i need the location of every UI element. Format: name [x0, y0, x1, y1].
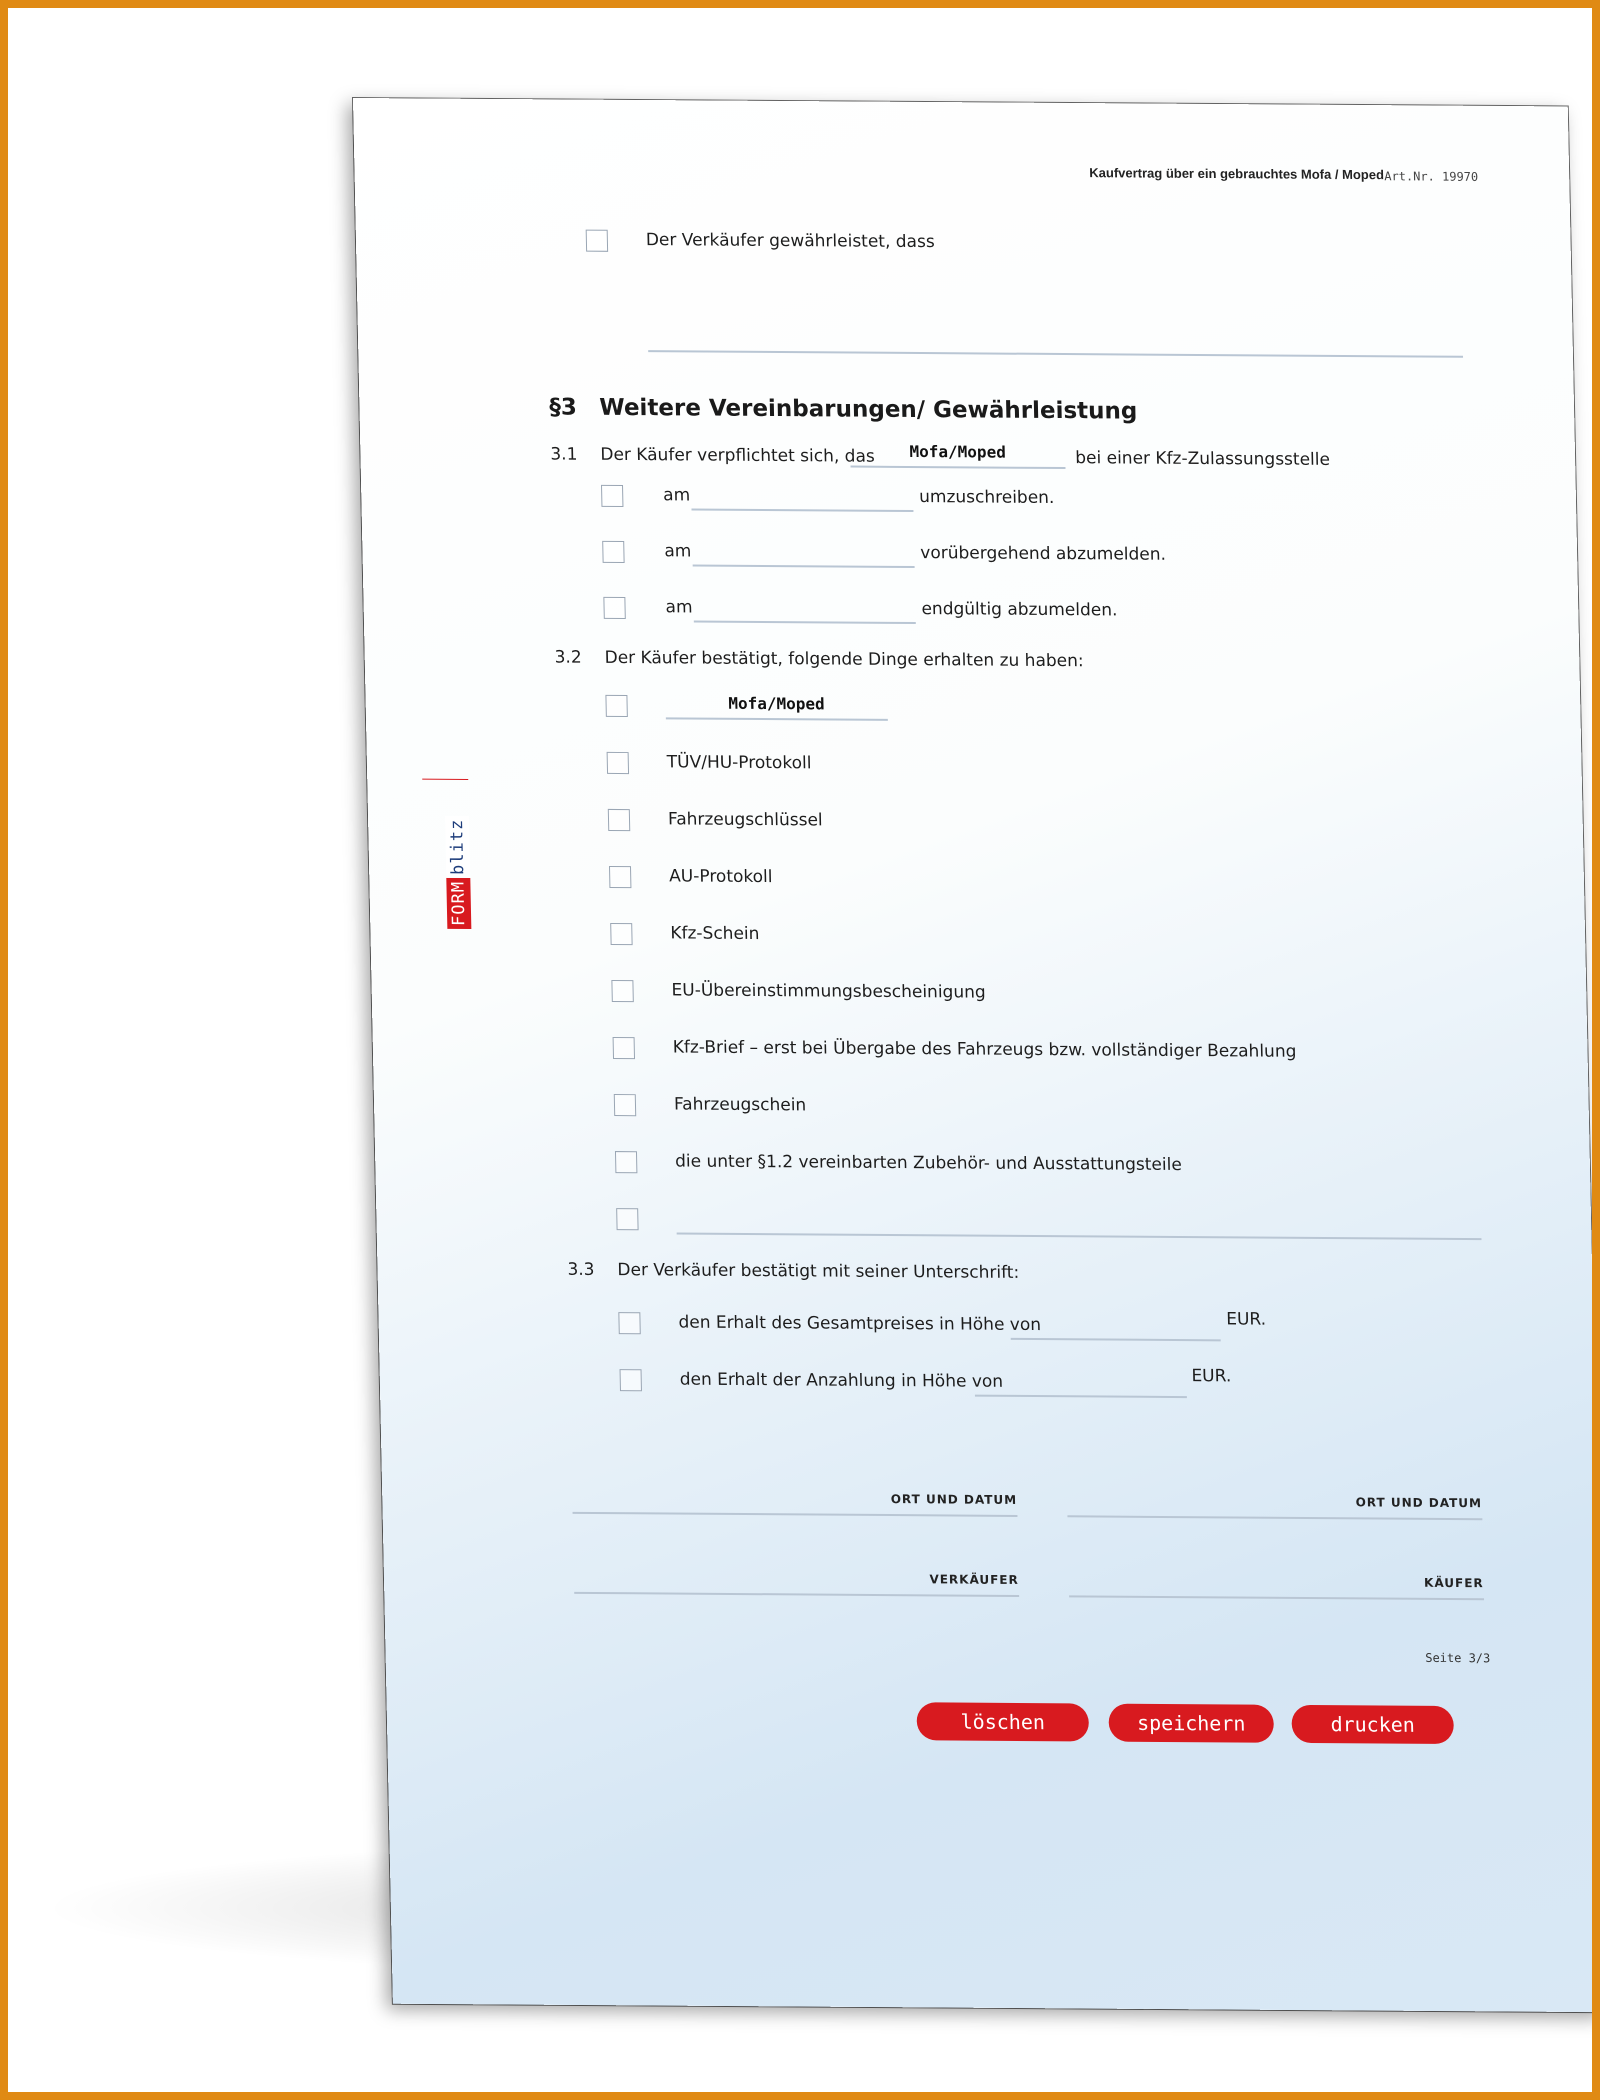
received-item-checkbox[interactable]	[610, 923, 632, 945]
clause-3-3-number: 3.3	[567, 1259, 595, 1280]
section-number: §3	[549, 394, 578, 421]
clause-3-3-text: Der Verkäufer bestätigt mit seiner Unterschrift:	[617, 1260, 1020, 1283]
option-temp-deregister-date-field[interactable]	[693, 564, 915, 568]
total-price-checkbox[interactable]	[618, 1312, 640, 1334]
option-temp-deregister-suffix: vorübergehend abzumelden.	[920, 543, 1167, 565]
logo-form-text: FORM	[446, 878, 471, 929]
received-vehicle-field[interactable]: Mofa/Moped	[728, 693, 825, 714]
received-item-checkbox[interactable]	[609, 866, 631, 888]
received-other-field[interactable]	[677, 1233, 1482, 1241]
section-title: Weitere Vereinbarungen/ Gewährleistung	[599, 394, 1138, 425]
down-payment-unit: EUR.	[1191, 1366, 1232, 1387]
logo-accent-line	[422, 779, 468, 780]
buyer-signature-field[interactable]	[1069, 1595, 1484, 1600]
clause-3-2-number: 3.2	[554, 647, 582, 668]
place-date-seller-label: ORT UND DATUM	[890, 1492, 1018, 1507]
warranty-text: Der Verkäufer gewährleistet, dass	[645, 230, 935, 253]
option-transfer-prefix: am	[662, 485, 691, 506]
received-item-checkbox[interactable]	[611, 980, 633, 1002]
down-payment-checkbox[interactable]	[620, 1369, 642, 1391]
logo-blitz-text: blitz	[445, 816, 470, 878]
place-date-buyer-field[interactable]	[1067, 1515, 1482, 1520]
seller-signature-field[interactable]	[574, 1592, 1019, 1597]
received-item-checkbox[interactable]	[614, 1094, 636, 1116]
option-final-deregister-prefix: am	[665, 597, 693, 618]
warranty-input-line[interactable]	[648, 350, 1463, 358]
clause-3-1-text: Der Käufer verpflichtet sich, das	[600, 444, 875, 467]
received-item-label: EU-Übereinstimmungsbescheinigung	[671, 980, 986, 1003]
received-item-checkbox[interactable]	[615, 1151, 637, 1173]
buyer-signature-label: KÄUFER	[1423, 1575, 1484, 1591]
article-number: Art.Nr. 19970	[1384, 169, 1479, 184]
down-payment-text: den Erhalt der Anzahlung in Höhe von	[679, 1369, 1004, 1392]
received-item-checkbox[interactable]	[607, 752, 629, 774]
total-price-unit: EUR.	[1226, 1309, 1267, 1330]
place-date-buyer-label: ORT UND DATUM	[1355, 1495, 1483, 1511]
clause-3-1-text-after: bei einer Kfz-Zulassungsstelle	[1075, 448, 1331, 470]
vehicle-type-field[interactable]: Mofa/Moped	[909, 441, 1007, 462]
received-item-checkbox[interactable]	[613, 1037, 635, 1059]
option-final-deregister-suffix: endgültig abzumelden.	[921, 599, 1118, 621]
clause-3-2-text: Der Käufer bestätigt, folgende Dinge erhalten zu haben:	[604, 647, 1084, 672]
warranty-checkbox[interactable]	[586, 230, 608, 252]
formblitz-logo	[444, 779, 471, 929]
received-vehicle-line	[666, 717, 888, 721]
received-item-label: AU-Protokoll	[668, 866, 773, 888]
option-transfer-checkbox[interactable]	[601, 485, 623, 507]
seller-signature-label: VERKÄUFER	[929, 1572, 1019, 1587]
option-transfer-date-field[interactable]	[691, 508, 913, 512]
down-payment-amount-field[interactable]	[975, 1395, 1187, 1398]
received-item-label: Kfz-Brief – erst bei Übergabe des Fahrzeugs bzw. vollständiger Bezahlung	[672, 1037, 1297, 1062]
delete-button[interactable]: löschen	[916, 1702, 1089, 1741]
page-number: Seite 3/3	[1425, 1650, 1491, 1666]
option-temp-deregister-prefix: am	[664, 541, 692, 562]
vehicle-type-line	[851, 466, 1066, 470]
option-temp-deregister-checkbox[interactable]	[602, 541, 624, 563]
total-price-text: den Erhalt des Gesamtpreises in Höhe von	[678, 1312, 1042, 1336]
option-final-deregister-date-field[interactable]	[694, 620, 916, 624]
print-button[interactable]: drucken	[1291, 1705, 1454, 1744]
option-final-deregister-checkbox[interactable]	[603, 597, 625, 619]
received-item-label: die unter §1.2 vereinbarten Zubehör- und Ausstattungsteile	[674, 1151, 1183, 1176]
document-page	[353, 98, 1600, 2012]
option-transfer-suffix: umzuschreiben.	[918, 487, 1055, 508]
received-item-label: Fahrzeugschlüssel	[667, 809, 823, 831]
received-item-label: Fahrzeugschein	[673, 1094, 807, 1116]
received-other-checkbox[interactable]	[616, 1208, 638, 1230]
place-date-seller-field[interactable]	[573, 1512, 1018, 1517]
clause-3-1-number: 3.1	[550, 444, 578, 465]
received-item-checkbox[interactable]	[608, 809, 630, 831]
document-title: Kaufvertrag über ein gebrauchtes Mofa / Moped	[1089, 165, 1385, 183]
received-item-label: Kfz-Schein	[670, 923, 760, 945]
total-price-amount-field[interactable]	[1011, 1338, 1221, 1341]
save-button[interactable]: speichern	[1108, 1704, 1274, 1743]
received-vehicle-checkbox[interactable]	[605, 695, 627, 717]
received-item-label: TÜV/HU-Protokoll	[666, 752, 812, 774]
